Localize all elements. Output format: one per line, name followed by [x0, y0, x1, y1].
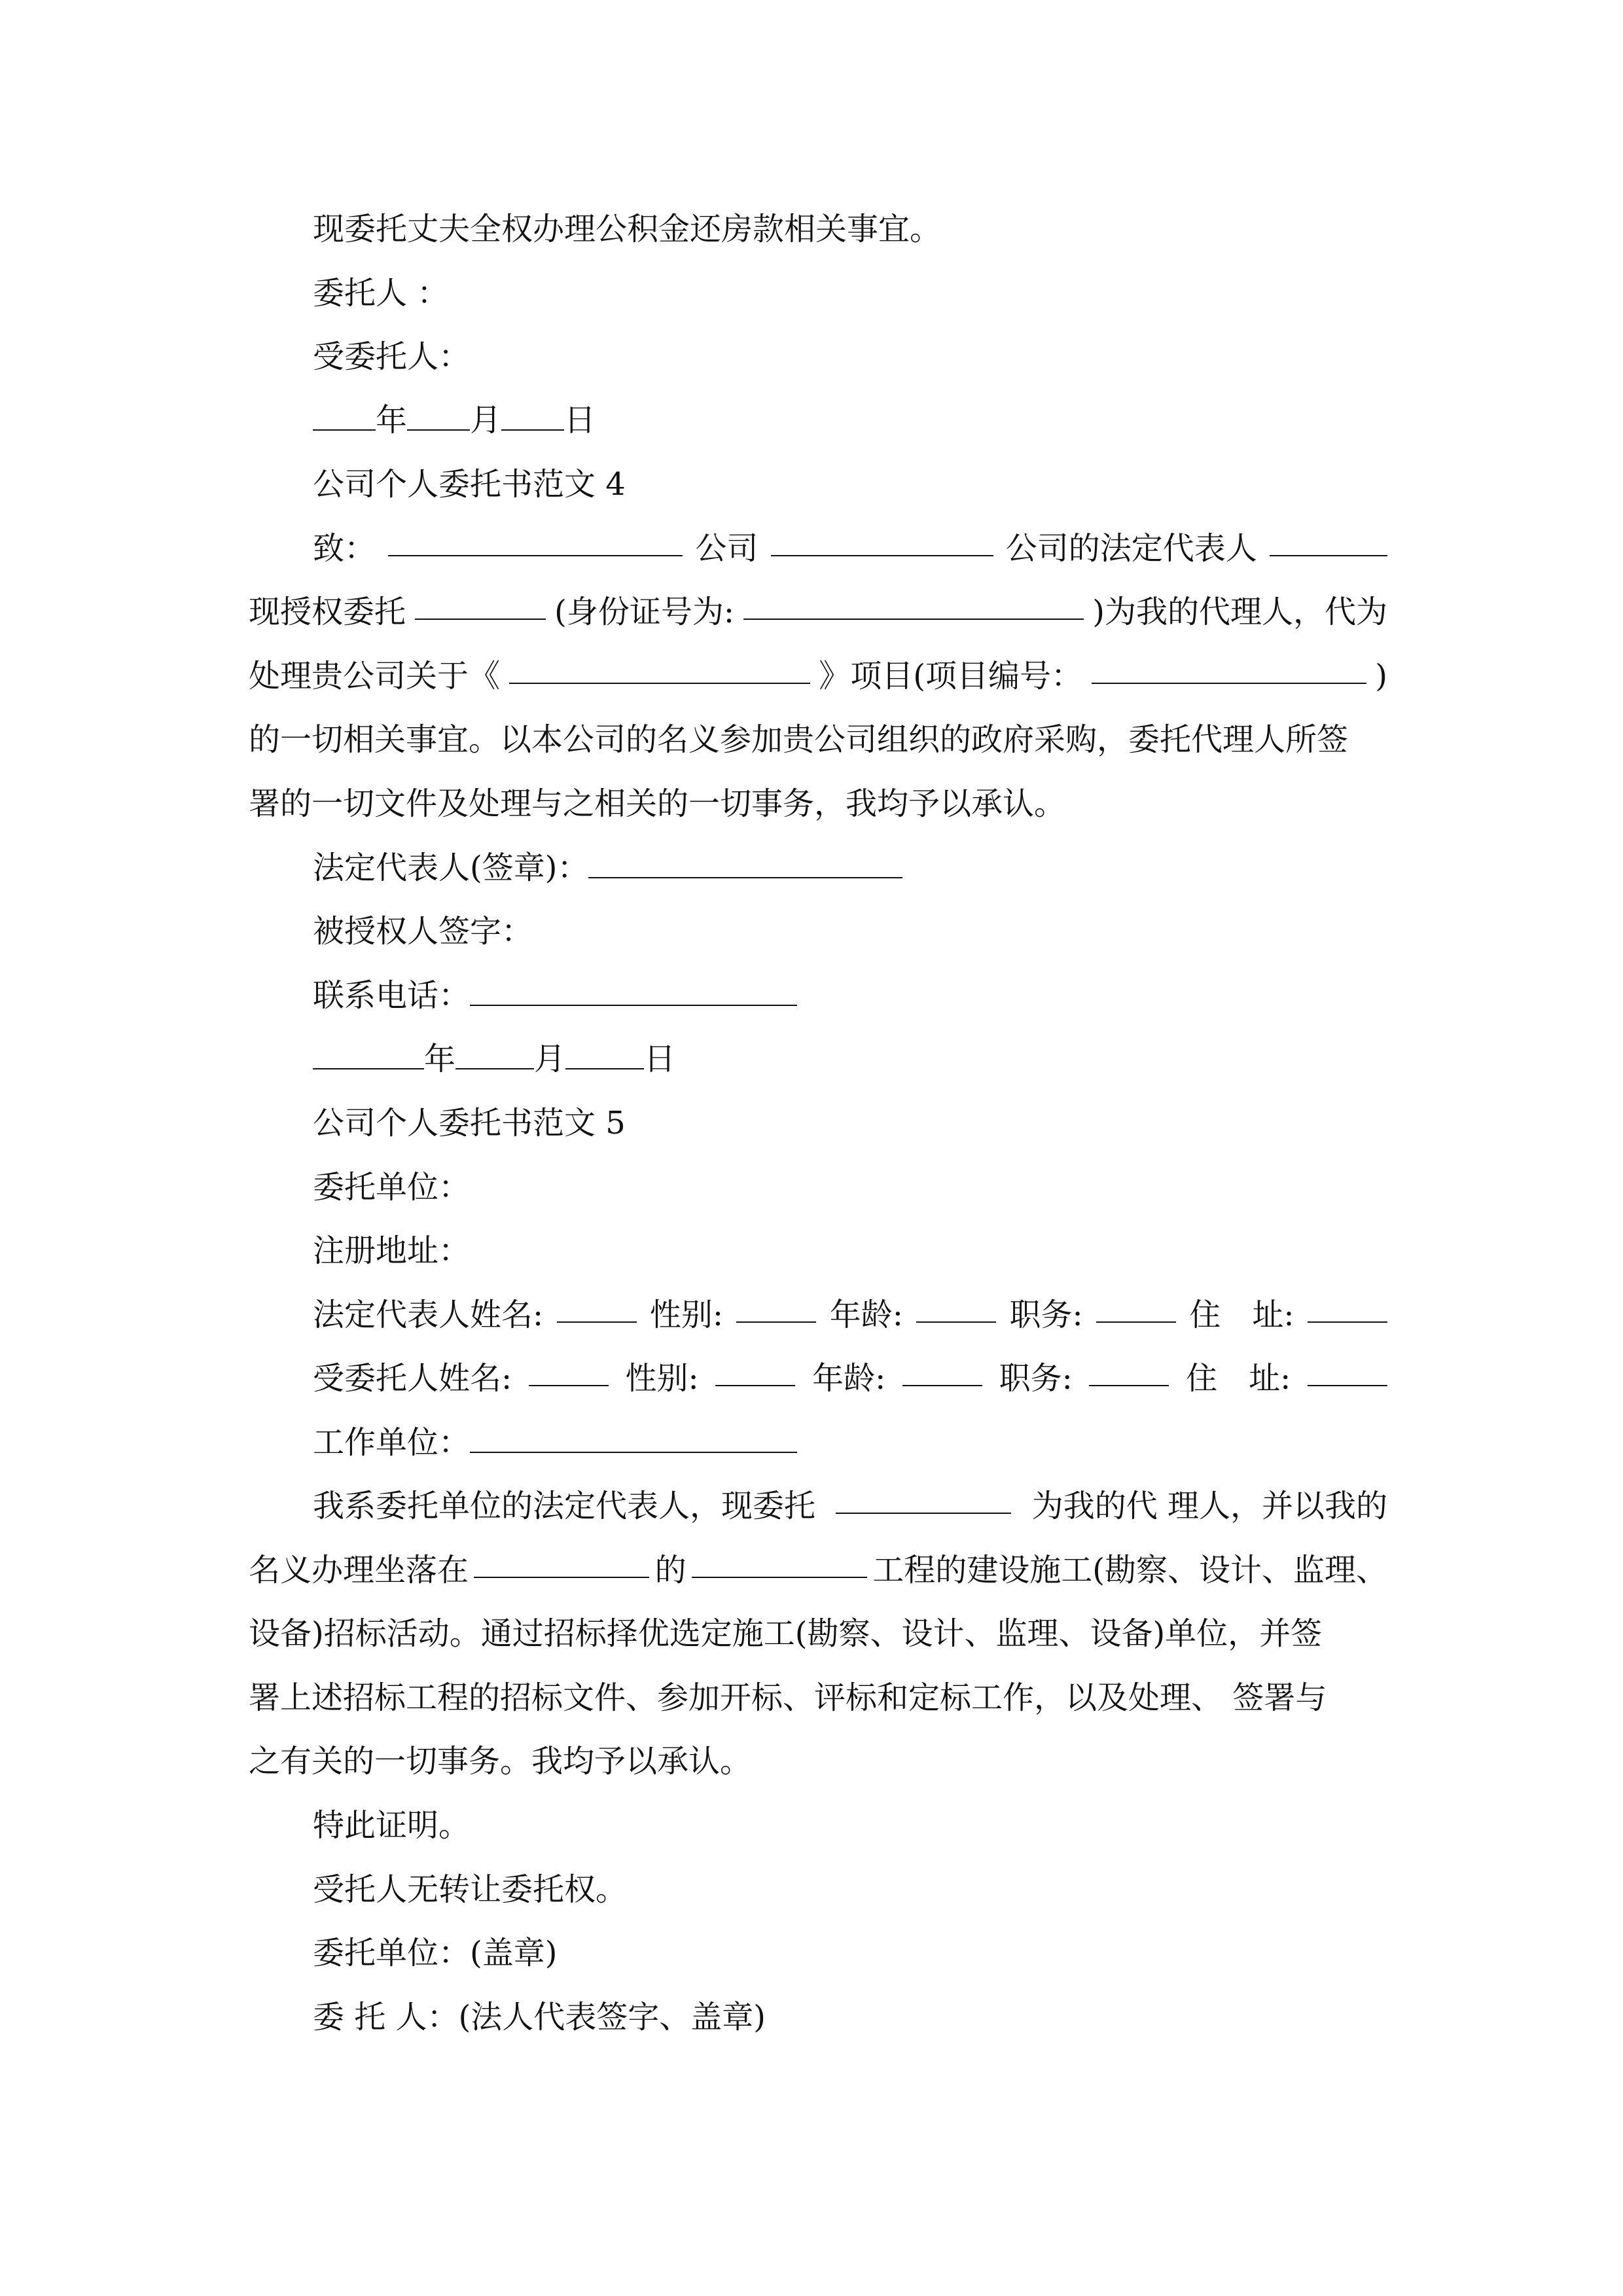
s4-year-label: 年 [424, 1041, 456, 1077]
s4-agent-label: )为我的代理人，代为 [1092, 594, 1387, 630]
s5-agent-gender-label: 性别: [625, 1360, 699, 1397]
year-blank[interactable] [313, 403, 376, 431]
s5-agent-age-label: 年龄: [812, 1360, 886, 1397]
s5-body-line-4: 署上述招标工程的招标文件、参加开标、评标和定标工作，以及处理、 签署与 [249, 1679, 1327, 1716]
s4-line-1 [313, 529, 1387, 568]
s4-phone-blank[interactable] [470, 978, 797, 1006]
s4-line-4: 的一切相关事宜。以本公司的名义参加贵公司组织的政府采购，委托代理人所签 [249, 721, 1349, 758]
s4-id-label: (身份证号为: [554, 594, 735, 630]
s5-legal-rep-row [313, 1295, 1387, 1335]
s4-year-blank[interactable] [313, 1042, 424, 1069]
agent-label: 受委托人： [313, 338, 471, 375]
s5-agent-gender-blank[interactable] [715, 1359, 795, 1386]
s5-rep-age-label: 年龄: [829, 1297, 903, 1333]
s4-legal-rep-sign-line [313, 848, 1387, 888]
s4-phone-label: 联系电话： [313, 977, 471, 1014]
s5-rep-addr-label: 住 址: [1189, 1297, 1294, 1333]
s4-line-5: 署的一切文件及处理与之相关的一切事务，我均予以承认。 [249, 785, 1066, 822]
s5-body-line-2 [249, 1551, 1387, 1590]
s5-work-unit-label: 工作单位： [313, 1424, 471, 1461]
s4-legal-rep-label: 公司的法定代表人 [1005, 530, 1257, 567]
s4-to-label: 致： [313, 530, 376, 567]
s4-date-line [313, 1039, 1387, 1079]
s4-legal-rep-sign-label: 法定代表人(签章)： [313, 850, 589, 886]
s5-body-line-1 [313, 1486, 1387, 1526]
s5-rep-age-blank[interactable] [916, 1295, 996, 1323]
s4-project-no-blank[interactable] [1092, 656, 1366, 684]
day-label: 日 [564, 402, 596, 439]
s5-entrustee-blank[interactable] [836, 1486, 1011, 1514]
s5-rep-name-blank[interactable] [557, 1295, 637, 1323]
s5-body-line-3: 设备)招标活动。通过招标择优选定施工(勘察、设计、监理、设备)单位，并签 [249, 1615, 1323, 1652]
s4-legal-rep-sign-blank[interactable] [588, 851, 902, 878]
s5-rep-post-label: 职务: [1009, 1297, 1083, 1333]
s5-agent-age-blank[interactable] [902, 1359, 982, 1386]
s5-address-label: 注册地址： [313, 1232, 471, 1269]
s4-close-paren: ) [1375, 658, 1387, 694]
day-blank[interactable] [501, 403, 564, 431]
s5-agent-addr-label: 住 址: [1186, 1360, 1291, 1397]
s5-rep-gender-label: 性别: [649, 1297, 724, 1333]
section-heading-4: 公司个人委托书范文 4 [313, 466, 626, 503]
s5-body-line-5: 之有关的一切事务。我均予以承认。 [249, 1743, 752, 1780]
s4-day-label: 日 [644, 1041, 676, 1077]
s4-month-blank[interactable] [455, 1042, 534, 1069]
s5-unit-label: 委托单位： [313, 1169, 471, 1206]
s5-principal-sign-label: 委 托 人：(法人代表签字、盖章) [313, 1999, 766, 2036]
s5-construction-text: 工程的建设施工(勘察、设计、监理、 [872, 1552, 1387, 1588]
s5-agent-name-label: 受委托人姓名: [313, 1360, 512, 1397]
s4-project-blank[interactable] [509, 656, 810, 684]
s5-entrust-text: 我系委托单位的法定代表人，现委托 [313, 1488, 816, 1524]
s4-authorize-label: 现授权委托 [249, 594, 406, 630]
s4-day-blank[interactable] [565, 1042, 644, 1069]
s4-company-blank[interactable] [388, 529, 683, 556]
s4-phone-line [313, 976, 1387, 1015]
s4-company-label: 公司 [695, 530, 758, 567]
date-line-1 [313, 401, 1387, 440]
s4-line-2 [249, 592, 1387, 632]
s4-company-name-blank[interactable] [771, 529, 993, 556]
s4-authorize-blank[interactable] [415, 592, 546, 620]
principal-label: 委托人 ： [313, 275, 449, 312]
s4-authorized-sign-label: 被授权人签字： [313, 913, 533, 950]
s5-agent-text: 为我的代 理人，并以我的 [1031, 1488, 1387, 1524]
s4-project-no-label: 》项目(项目编号： [819, 658, 1082, 694]
s4-month-label: 月 [534, 1041, 566, 1077]
s5-agent-post-blank[interactable] [1089, 1359, 1169, 1386]
s4-legal-rep-blank[interactable] [1270, 529, 1387, 556]
s4-id-blank[interactable] [743, 592, 1084, 620]
s5-no-transfer-text: 受托人无转让委托权。 [313, 1871, 628, 1908]
s5-agent-row [313, 1359, 1387, 1398]
s5-agent-post-label: 职务: [999, 1360, 1073, 1397]
s5-agent-name-blank[interactable] [529, 1359, 609, 1386]
s5-work-unit-blank[interactable] [470, 1426, 797, 1453]
month-label: 月 [470, 402, 502, 439]
paragraph-entrust-husband: 现委托丈夫全权办理公积金还房款相关事宜。 [313, 211, 942, 247]
s5-work-unit-line [313, 1423, 1387, 1462]
s5-rep-addr-blank[interactable] [1308, 1295, 1387, 1323]
s5-located-text: 名义办理坐落在 [249, 1552, 469, 1588]
s4-handle-label: 处理贵公司关于《 [249, 658, 501, 694]
s5-project-blank[interactable] [692, 1551, 867, 1578]
s5-unit-seal-label: 委托单位：(盖章) [313, 1935, 558, 1971]
section-heading-5: 公司个人委托书范文 5 [313, 1105, 626, 1141]
s4-line-3 [249, 656, 1387, 696]
month-blank[interactable] [407, 403, 470, 431]
s5-location-blank[interactable] [474, 1551, 649, 1578]
year-label: 年 [376, 402, 408, 439]
s5-rep-name-label: 法定代表人姓名: [313, 1297, 544, 1333]
s5-certify-text: 特此证明。 [313, 1807, 471, 1844]
s5-agent-addr-blank[interactable] [1308, 1359, 1387, 1386]
s5-rep-gender-blank[interactable] [736, 1295, 816, 1323]
s5-rep-post-blank[interactable] [1096, 1295, 1176, 1323]
s5-of-text: 的 [654, 1552, 687, 1588]
